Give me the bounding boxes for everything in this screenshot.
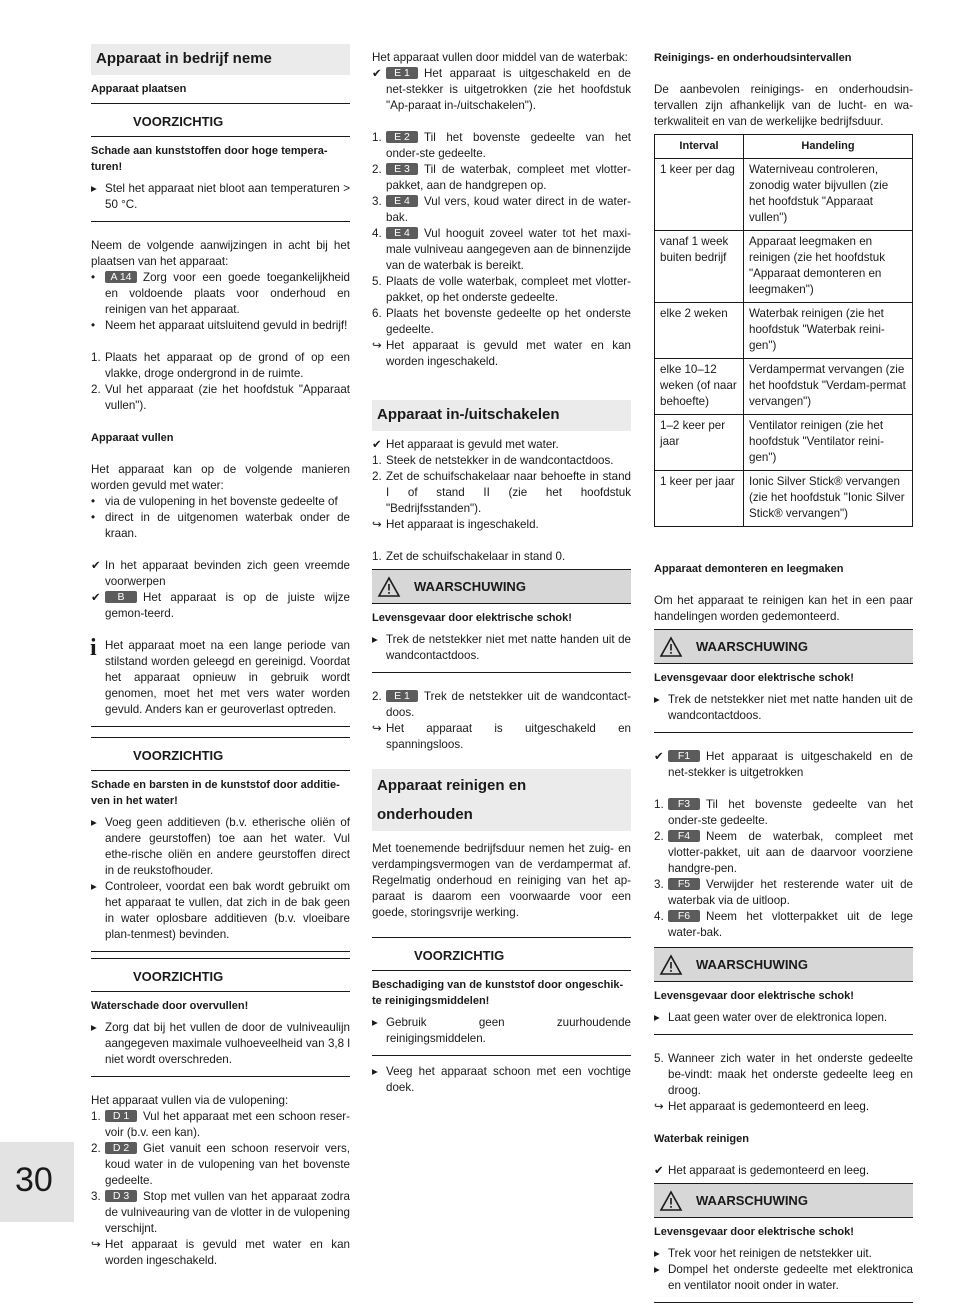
warning-box: WAARSCHUWING	[654, 947, 913, 982]
column-3	[654, 50, 913, 1303]
step-item: 2. Zet de schuifschakelaar naar behoefte in stand I of stand II (zie het hoofdstuk "Bedrijfsstanden").	[372, 470, 631, 515]
list-item: ▸ Veeg het apparaat schoon met een vochtige doek.	[372, 1065, 631, 1094]
list-item: ▸ Trek de netstekker niet met natte handen uit de wandcontactdoos.	[654, 693, 913, 722]
check-item: ✔ B Het apparaat is op de juiste wijze gemon-teerd.	[91, 591, 350, 620]
result-arrow-icon: ↪	[91, 1238, 101, 1251]
caution-title: Beschadiging van de kunststof door ongeschik-te reinigingsmiddelen!	[372, 979, 624, 1007]
table-row: elke 10–12 weken (of naar behoefte) Verdampermat vervangen (zie het hoofdstuk "Verdam-permat vervangen")	[655, 359, 913, 415]
caution-title: Waterschade door overvullen!	[91, 1000, 249, 1012]
step-item: 3. E 4 Vul vers, koud water direct in de water-bak.	[372, 195, 631, 224]
paragraph: Met toenemende bedrijfsduur nemen het zuig- en verdampingsvermogen van de verdampermat af. Regelmatig onderhoud en reiniging van het ap-paraat is daarom een voorwaarde voor een goede, storingsvrije werking.	[372, 842, 631, 919]
warning-title: Levensgevaar door elektrische schok!	[654, 1226, 854, 1238]
table-header: Handeling	[744, 135, 913, 159]
figure-badge: E 2	[386, 131, 418, 143]
paragraph: Het apparaat vullen door middel van de waterbak:	[372, 51, 628, 64]
caution-box: VOORZICHTIG	[91, 958, 350, 992]
result-item: ↪ Het apparaat is uitgeschakeld en spanningsloos.	[372, 722, 631, 751]
subheading: Waterbak reinigen	[654, 1133, 749, 1145]
subheading: Apparaat demonteren en leegmaken	[654, 563, 844, 575]
figure-badge: E 1	[386, 690, 418, 702]
section-title: Apparaat in bedrijf neme	[91, 44, 350, 75]
warning-box: WAARSCHUWING	[372, 569, 631, 604]
step-item: 2. D 2 Giet vanuit een schoon reservoir vers, koud water in de vulopening van het bovenste gedeelte.	[91, 1142, 350, 1187]
list-item: ▸ Dompel het onderste gedeelte met elektronica en ventilator nooit onder in water.	[654, 1263, 913, 1292]
figure-badge: F6	[668, 910, 700, 922]
figure-badge: E 1	[386, 67, 418, 79]
list-item: • Neem het apparaat uitsluitend gevuld in bedrijf!	[91, 319, 348, 332]
step-item: 3. D 3 Stop met vullen van het apparaat zodra de vulniveauring van de vlotter in de vulopening verschijnt.	[91, 1190, 350, 1235]
info-note: i Het apparaat moet na een lange periode van stilstand worden geleegd en gereinigd. Voordat het apparaat opnieuw in gebruik wordt genomen, moet het met vers water worden gevuld. Anders kan er geuroverlast optreden.	[91, 638, 350, 727]
step-item: 3. F5 Verwijder het resterende water uit de waterbak via de uitloop.	[654, 878, 913, 907]
warning-title: Levensgevaar door elektrische schok!	[654, 672, 854, 684]
step-item: 6. Plaats het bovenste gedeelte op het onderste gedeelte.	[372, 307, 631, 336]
checkmark-icon: ✔	[91, 591, 101, 604]
result-arrow-icon: ↪	[654, 1100, 664, 1113]
column-1	[91, 44, 350, 1269]
table-row: 1 keer per dag Waterniveau controleren, zonodig water bijvullen (zie het hoofdstuk "Apparaat vullen")	[655, 159, 913, 231]
figure-badge: D 3	[105, 1190, 137, 1202]
figure-badge: D 1	[105, 1110, 137, 1122]
section-title: Apparaat reinigen en onderhouden	[372, 769, 631, 831]
warning-title: Levensgevaar door elektrische schok!	[372, 612, 572, 624]
check-item: ✔ In het apparaat bevinden zich geen vreemde voorwerpen	[91, 559, 350, 588]
list-item: ▸ Voeg geen additieven (b.v. etherische oliën of andere geurstoffen) toe aan het water. Vul ethe-rische oliën en andere geurstoffen direct in de reukstofhouder.	[91, 816, 350, 877]
result-item: ↪ Het apparaat is gevuld met water en kan worden ingeschakeld.	[372, 339, 631, 368]
paragraph: Neem de volgende aanwijzingen in acht bij het plaatsen van het apparaat:	[91, 239, 350, 268]
paragraph: Het apparaat kan op de volgende manieren worden gevuld met water:	[91, 463, 350, 492]
table-row: vanaf 1 week buiten bedrijf Apparaat leegmaken en reinigen (zie het hoofdstuk "Apparaat demonteren en leegmaken")	[655, 231, 913, 303]
intervals-table	[654, 134, 913, 527]
caution-title: Schade aan kunststoffen door hoge tempera-turen!	[91, 145, 328, 173]
check-item: ✔ E 1 Het apparaat is uitgeschakeld en de net-stekker is uitgetrokken (zie het hoofdstuk "Ap-paraat in-/uitschakelen").	[372, 67, 631, 112]
figure-badge: E 4	[386, 195, 418, 207]
column-2	[372, 50, 631, 1096]
step-item: 1. F3 Til het bovenste gedeelte van het onder-ste gedeelte.	[654, 798, 913, 827]
table-row: 1 keer per jaar Ionic Silver Stick® vervangen (zie het hoofdstuk "Ionic Silver Stick® vervangen")	[655, 471, 913, 527]
list-item: ▸ Zorg dat bij het vullen de door de vulniveaulijn aangegeven maximale vulhoeveelheid van 3,8 l niet wordt overschreden.	[91, 1021, 350, 1066]
checkmark-icon: ✔	[372, 438, 382, 451]
subheading: Reinigings- en onderhoudsintervallen	[654, 52, 852, 64]
list-item: • via de vulopening in het bovenste gedeelte of	[91, 495, 338, 508]
table-row: 1–2 keer per jaar Ventilator reinigen (zie het hoofdstuk "Ventilator reini-gen")	[655, 415, 913, 471]
figure-badge: F1	[668, 750, 700, 762]
warning-triangle-icon	[660, 955, 682, 975]
warning-box: WAARSCHUWING	[654, 629, 913, 664]
table-header: Interval	[655, 135, 744, 159]
figure-badge: F4	[668, 830, 700, 842]
info-icon: i	[90, 635, 97, 661]
subheading: Apparaat plaatsen	[91, 83, 187, 95]
list-item: ▸ Gebruik geen zuurhoudende reinigingsmiddelen.	[372, 1016, 631, 1045]
list-item: • A 14 Zorg voor een goede toegankelijkheid en voldoende plaats voor onderhoud en reinigen van het apparaat.	[91, 271, 350, 316]
step-item: 1. Plaats het apparaat op de grond of op een vlakke, droge ondergrond in de ruimte.	[91, 351, 350, 380]
list-item: ▸ Controleer, voordat een bak wordt gebruikt om het apparaat te vullen, dat zich in de bak geen in water oplosbare additieven (b.v. vloeibare plan-tenmest) bevinden.	[91, 880, 350, 941]
page-number: 30	[15, 1161, 53, 1199]
figure-badge: E 3	[386, 163, 418, 175]
page-number-tab	[0, 1142, 74, 1222]
figure-badge: D 2	[105, 1142, 137, 1154]
list-item: ▸ Trek de netstekker niet met natte handen uit de wandcontactdoos.	[372, 633, 631, 662]
check-item: ✔ Het apparaat is gevuld met water.	[372, 438, 559, 451]
list-item: • direct in de uitgenomen waterbak onder de kraan.	[91, 511, 350, 540]
section-title: Apparaat in-/uitschakelen	[372, 400, 631, 431]
warning-triangle-icon	[378, 577, 400, 597]
figure-badge: F3	[668, 798, 700, 810]
caution-box: VOORZICHTIG	[91, 103, 350, 137]
figure-badge: B	[105, 591, 137, 603]
result-arrow-icon: ↪	[372, 339, 382, 352]
checkmark-icon: ✔	[372, 67, 382, 80]
warning-triangle-icon	[660, 1191, 682, 1211]
check-item: ✔ Het apparaat is gedemonteerd en leeg.	[654, 1164, 870, 1177]
list-item: ▸ Laat geen water over de elektronica lopen.	[654, 1011, 888, 1024]
step-item: 2. E 1 Trek de netstekker uit de wandcontact-doos.	[372, 690, 631, 719]
caution-box: VOORZICHTIG	[91, 737, 350, 771]
figure-badge: A 14	[105, 271, 137, 283]
triangle-bullet-icon: ▸	[91, 182, 97, 195]
checkmark-icon: ✔	[654, 750, 664, 763]
subheading: Apparaat vullen	[91, 432, 174, 444]
step-item: 2. E 3 Til de waterbak, compleet met vlotter-pakket, aan de handgrepen op.	[372, 163, 631, 192]
check-item: ✔ F1 Het apparaat is uitgeschakeld en de net-stekker is uitgetrokken	[654, 750, 913, 779]
table-row: elke 2 weken Waterbak reinigen (zie het hoofdstuk "Waterbak reini-gen")	[655, 303, 913, 359]
warning-triangle-icon	[660, 637, 682, 657]
checkmark-icon: ✔	[654, 1164, 664, 1177]
step-item: 1. D 1 Vul het apparaat met een schoon reser-voir (b.v. een kan).	[91, 1110, 350, 1139]
paragraph: Om het apparaat te reinigen kan het in een paar handelingen worden gedemonteerd.	[654, 594, 913, 623]
figure-badge: F5	[668, 878, 700, 890]
step-item: 5. Plaats de volle waterbak, compleet met vlotter-pakket, op het onderste gedeelte.	[372, 275, 631, 304]
step-item: 4. F6 Neem het vlotterpakket uit de lege water-bak.	[654, 910, 913, 939]
step-item: 2. Vul het apparaat (zie het hoofdstuk "Apparaat vullen").	[91, 383, 350, 412]
paragraph: Het apparaat vullen via de vulopening:	[91, 1094, 289, 1107]
result-arrow-icon: ↪	[372, 722, 382, 735]
result-item: ↪ Het apparaat is ingeschakeld.	[372, 518, 539, 531]
figure-badge: E 4	[386, 227, 418, 239]
paragraph: De aanbevolen reinigings- en onderhoudsin-tervallen zijn afhankelijk van de lucht- en wa-terkwaliteit en van de werkelijke bedrijfsduur.	[654, 83, 913, 128]
list-item: ▸ Stel het apparaat niet bloot aan temperaturen > 50 °C.	[91, 182, 350, 211]
step-item: 1. E 2 Til het bovenste gedeelte van het onder-ste gedeelte.	[372, 131, 631, 160]
step-item: 4. E 4 Vul hooguit zoveel water tot het maxi-male vulniveau aangegeven aan de binnenzijde van de waterbak is bereikt.	[372, 227, 631, 272]
warning-title: Levensgevaar door elektrische schok!	[654, 990, 854, 1002]
caution-box: VOORZICHTIG	[372, 937, 631, 971]
checkmark-icon: ✔	[91, 559, 101, 572]
warning-box: WAARSCHUWING	[654, 1183, 913, 1218]
step-item: 2. F4 Neem de waterbak, compleet met vlotter-pakket, uit aan de daarvoor voorziene handgre-pen.	[654, 830, 913, 875]
result-item: ↪ Het apparaat is gevuld met water en kan worden ingeschakeld.	[91, 1238, 350, 1267]
step-item: 5. Wanneer zich water in het onderste gedeelte be-vindt: maak het onderste gedeelte leeg en droog.	[654, 1052, 913, 1097]
result-arrow-icon: ↪	[372, 518, 382, 531]
step-item: 1. Zet de schuifschakelaar in stand 0.	[372, 550, 566, 563]
list-item: ▸ Trek voor het reinigen de netstekker uit.	[654, 1247, 872, 1260]
result-item: ↪ Het apparaat is gedemonteerd en leeg.	[654, 1100, 870, 1113]
caution-title: Schade en barsten in de kunststof door additie-ven in het water!	[91, 779, 340, 807]
step-item: 1. Steek de netstekker in de wandcontactdoos.	[372, 454, 614, 467]
